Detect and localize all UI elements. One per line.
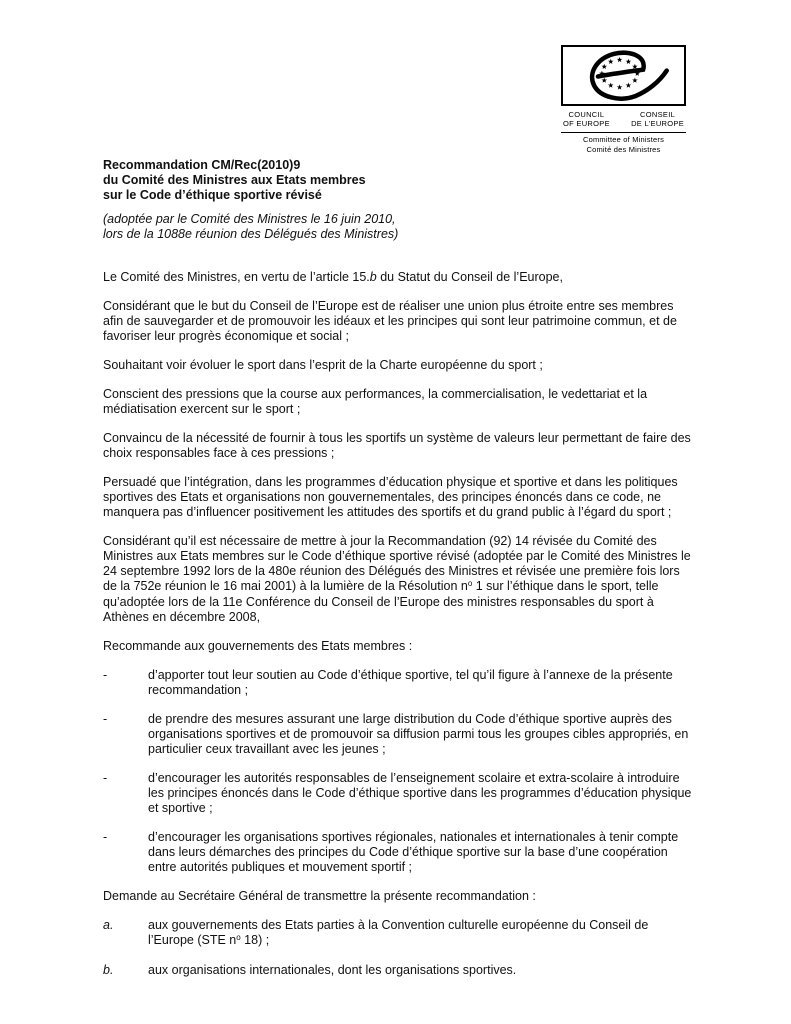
paragraph-recommande-intro: Recommande aux gouvernements des Etats membres : xyxy=(103,639,413,653)
paragraph-text: aux gouvernements des Etats parties à la Convention culturelle européenne du Conseil de l’Europe (STE n xyxy=(148,918,649,947)
coe-name-en-line2: OF EUROPE xyxy=(563,119,610,129)
list-item-text xyxy=(148,918,695,949)
paragraph-text: Le Comité des Ministres, en vertu de l’article 15. xyxy=(103,270,370,284)
coe-committee-fr: Comité des Ministres xyxy=(586,144,661,154)
list-item-marker: - xyxy=(103,668,108,682)
list-item-text: d’encourager les organisations sportives régionales, nationales et internationales à tenir compte dans leurs démarches des principes du Code d’éthique sportive sur la base d’une coopération entre autorités publiques et mouvement sportif ; xyxy=(148,830,679,874)
paragraph-preamble xyxy=(103,270,695,285)
coe-name-fr xyxy=(631,110,684,129)
coe-logo xyxy=(561,45,686,154)
paragraph-considerant-1: Considérant que le but du Conseil de l’Europe est de réaliser une union plus étroite entre ses membres afin de sauvegarder et de promouvoir les idéaux et les principes qui sont leur patrimoine commun, et de favoriser leur progrès économique et social ; xyxy=(103,299,677,343)
paragraph-considerant-2 xyxy=(103,534,695,625)
list-item-a xyxy=(103,918,695,949)
list-item-b xyxy=(103,963,695,978)
list-item-text: aux organisations internationales, dont les organisations sportives. xyxy=(148,963,517,977)
title-line-2: du Comité des Ministres aux Etats membres xyxy=(103,173,366,187)
adoption-note xyxy=(103,212,695,242)
list-item xyxy=(103,771,695,816)
coe-committee-en: Committee of Ministers xyxy=(582,134,665,144)
list-item-text: de prendre des mesures assurant une large distribution du Code d’éthique sportive auprès des organisations sportives et de promouvoir sa diffusion parmi tous les groupes cibles appropriés, en particulier ceux travaillant avec les jeunes ; xyxy=(148,712,689,756)
coe-committee-names xyxy=(561,132,686,155)
list-item xyxy=(103,668,695,698)
list-item-marker: b. xyxy=(103,963,114,977)
title-line-1: Recommandation CM/Rec(2010)9 xyxy=(103,158,301,172)
document-title xyxy=(103,158,695,203)
document-content xyxy=(103,158,695,992)
paragraph-souhaitant: Souhaitant voir évoluer le sport dans l’esprit de la Charte européenne du sport ; xyxy=(103,358,543,372)
ordinal-superscript: o xyxy=(467,579,473,588)
paragraph-conscient: Conscient des pressions que la course aux performances, la commercialisation, le vedettariat et la médiatisation exercent sur le sport ; xyxy=(103,387,648,416)
list-item-text: d’apporter tout leur soutien au Code d’éthique sportive, tel qu’il figure à l’annexe de la présente recommandation ; xyxy=(148,668,673,697)
list-item-marker: - xyxy=(103,712,108,726)
adoption-line-1: (adoptée par le Comité des Ministres le 16 juin 2010, xyxy=(103,212,396,226)
coe-name-fr-line1: CONSEIL xyxy=(640,110,676,119)
paragraph-text: du Statut du Conseil de l’Europe, xyxy=(376,270,563,284)
paragraph-text: 18) ; xyxy=(240,933,270,947)
adoption-line-2: lors de la 1088e réunion des Délégués des Ministres) xyxy=(103,227,399,241)
coe-name-en xyxy=(563,110,610,129)
paragraph-text: Considérant qu’il est nécessaire de mettre à jour la Recommandation (92) 14 révisée du Comité des Ministres aux Etats membres sur le Code d’éthique sportive révisé (adoptée par le Comité des Ministres le 24 septembre 1992 lors de la 480e réunion des Délégués des Ministres et révisée une première fois lors de la 752e réunion le 16 mai 2001) à la lumière de la Résolution n xyxy=(103,534,691,593)
coe-emblem-box xyxy=(561,45,686,106)
coe-emblem-icon xyxy=(564,48,683,103)
coe-name-en-line1: COUNCIL xyxy=(568,110,605,119)
paragraph-text: 1 sur l’éthique dans le sport, telle qu’adoptée lors de la 11e Conférence du Conseil de l’Europe des ministres responsables du sport à Athènes en décembre 2008, xyxy=(103,579,659,624)
paragraph-text-italic: b xyxy=(369,270,377,284)
list-item xyxy=(103,712,695,757)
paragraph-convaincu: Convaincu de la nécessité de fournir à tous les sportifs un système de valeurs leur permettant de faire des choix responsables face à ces pressions ; xyxy=(103,431,691,460)
list-item-marker: - xyxy=(103,771,108,785)
list-item-marker: - xyxy=(103,830,108,844)
coe-name-fr-line2: DE L’EUROPE xyxy=(631,119,684,129)
title-line-3: sur le Code d’éthique sportive révisé xyxy=(103,188,322,202)
list-item-marker: a. xyxy=(103,918,114,932)
paragraph-persuade: Persuadé que l’intégration, dans les programmes d’éducation physique et sportive et dans les politiques sportives des Etats et organisations non gouvernementales, des principes énoncés dans ce code, ne manquera pas d’influencer positivement les attitudes des sportifs et du grand public à l’égard du sport ; xyxy=(103,475,678,519)
list-item-text: d’encourager les autorités responsables de l’enseignement scolaire et extra-scolaire à introduire les principes énoncés dans le Code d’éthique sportive dans les programmes d’éducation physique et sportive ; xyxy=(148,771,692,815)
paragraph-demande-intro: Demande au Secrétaire Général de transmettre la présente recommandation : xyxy=(103,889,536,903)
ordinal-superscript: o xyxy=(236,933,241,942)
coe-org-names xyxy=(561,110,686,129)
list-item xyxy=(103,830,695,875)
